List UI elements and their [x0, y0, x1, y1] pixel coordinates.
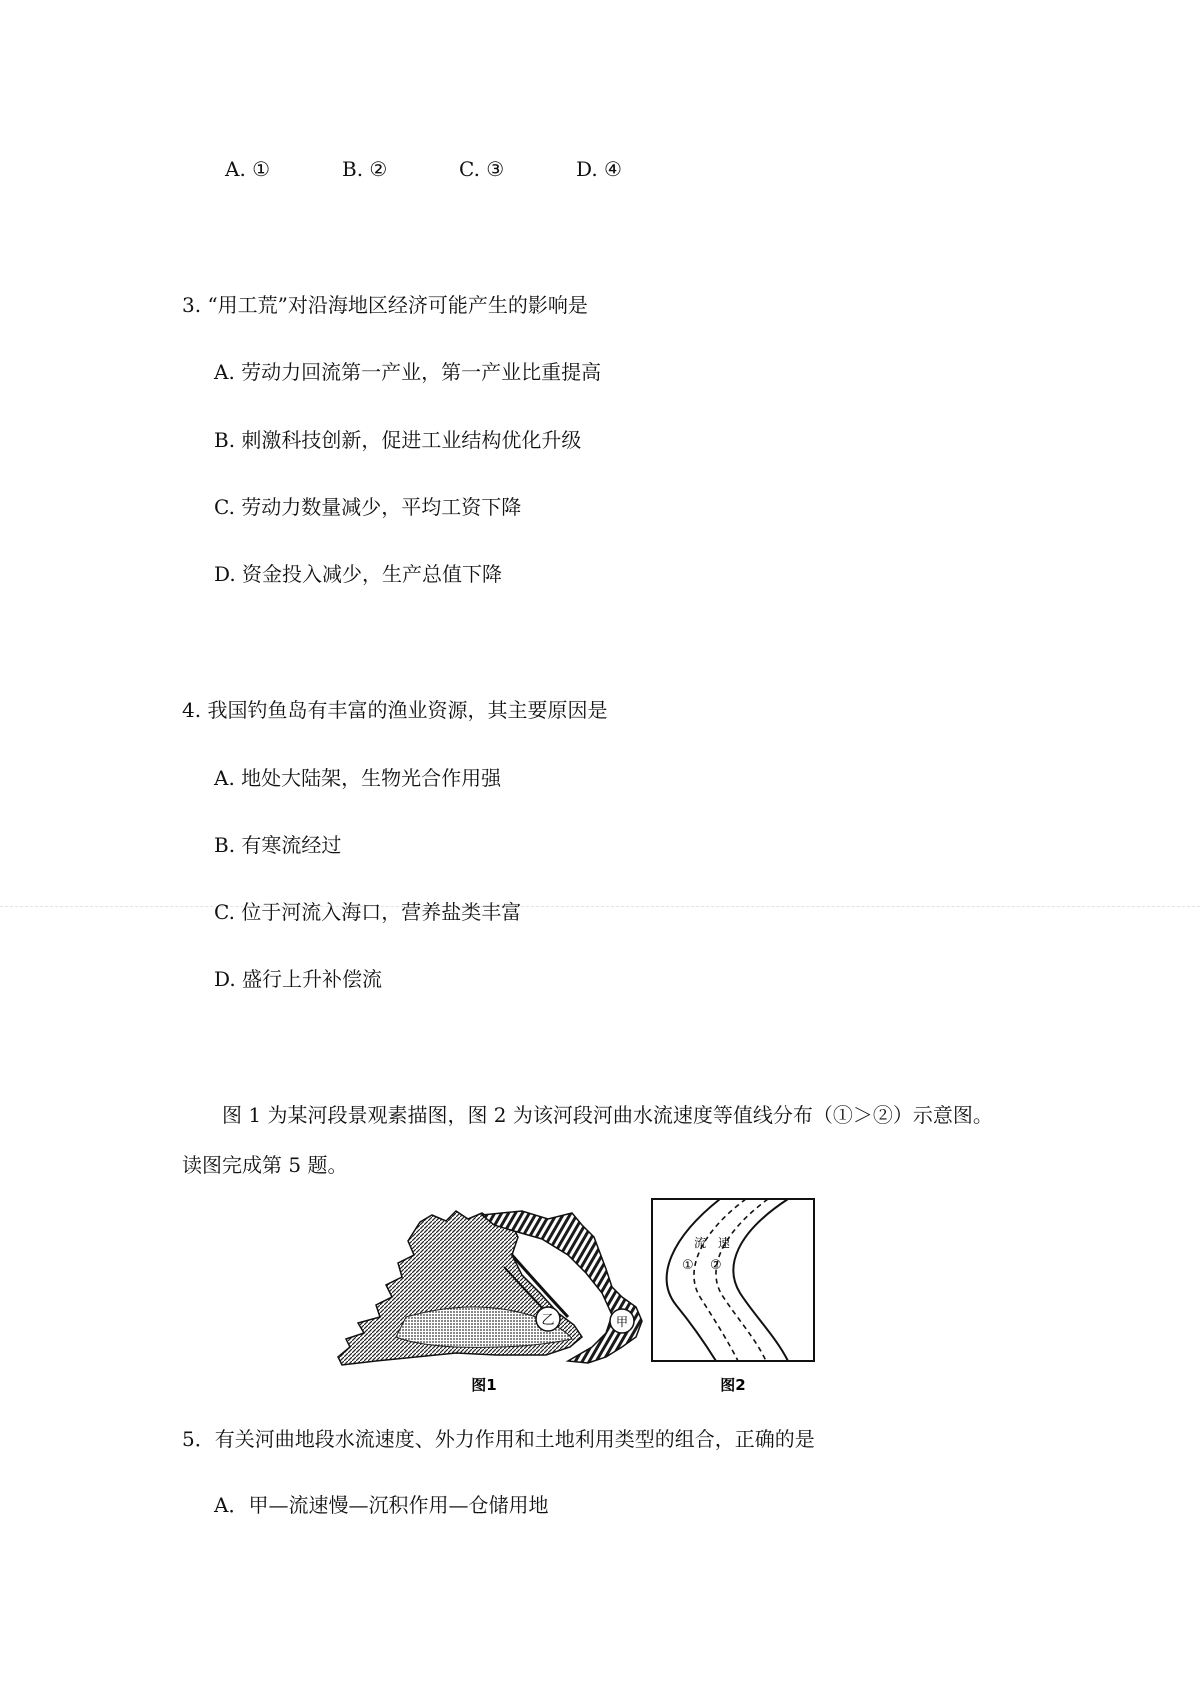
page-break-divider	[0, 906, 1200, 907]
q3-stem: 3. “用工荒”对沿海地区经济可能产生的影响是	[182, 293, 588, 317]
flow-label-2: 速	[718, 1236, 731, 1250]
q5-stem: 5．有关河曲地段水流速度、外力作用和土地利用类型的组合，正确的是	[182, 1427, 815, 1451]
q2-option-a: A. ①	[225, 157, 271, 181]
q3-option-a: A. 劳动力回流第一产业，第一产业比重提高	[214, 360, 602, 384]
q5-option-a: A．甲—流速慢—沉积作用—仓储用地	[214, 1493, 549, 1517]
fig2-frame	[652, 1199, 814, 1361]
intro-line-2: 读图完成第 5 题。	[182, 1153, 348, 1177]
figure-1-sketch	[338, 1211, 642, 1394]
q4-option-d: D. 盛行上升补偿流	[214, 967, 383, 991]
q2-option-b: B. ②	[342, 157, 388, 181]
q2-option-d: D. ④	[576, 157, 622, 181]
q3-option-d: D. 资金投入减少，生产总值下降	[214, 562, 503, 586]
label-jia: 甲	[615, 1315, 629, 1329]
q4-option-a: A. 地处大陆架，生物光合作用强	[214, 766, 502, 790]
intro-line-1: 图 1 为某河段景观素描图，图 2 为该河段河曲水流速度等值线分布（①＞②）示意图。	[222, 1103, 993, 1127]
q3-option-b: B. 刺激科技创新，促进工业结构优化升级	[214, 428, 582, 452]
figure-2-isolines	[652, 1199, 814, 1394]
q4-option-c: C. 位于河流入海口，营养盐类丰富	[214, 900, 522, 924]
contour-label-2: ②	[710, 1258, 722, 1273]
q4-stem: 4. 我国钓鱼岛有丰富的渔业资源，其主要原因是	[182, 698, 608, 722]
fig1-caption: 图1	[471, 1376, 497, 1394]
flow-label-1: 流	[694, 1236, 707, 1250]
contour-label-1: ①	[682, 1258, 694, 1273]
label-yi: 乙	[541, 1313, 555, 1328]
river-figures	[336, 1197, 876, 1397]
q3-option-c: C. 劳动力数量减少，平均工资下降	[214, 495, 522, 519]
q2-options-row	[225, 157, 622, 181]
fig2-caption: 图2	[720, 1376, 746, 1394]
q2-option-c: C. ③	[459, 157, 505, 181]
q4-option-b: B. 有寒流经过	[214, 833, 342, 857]
